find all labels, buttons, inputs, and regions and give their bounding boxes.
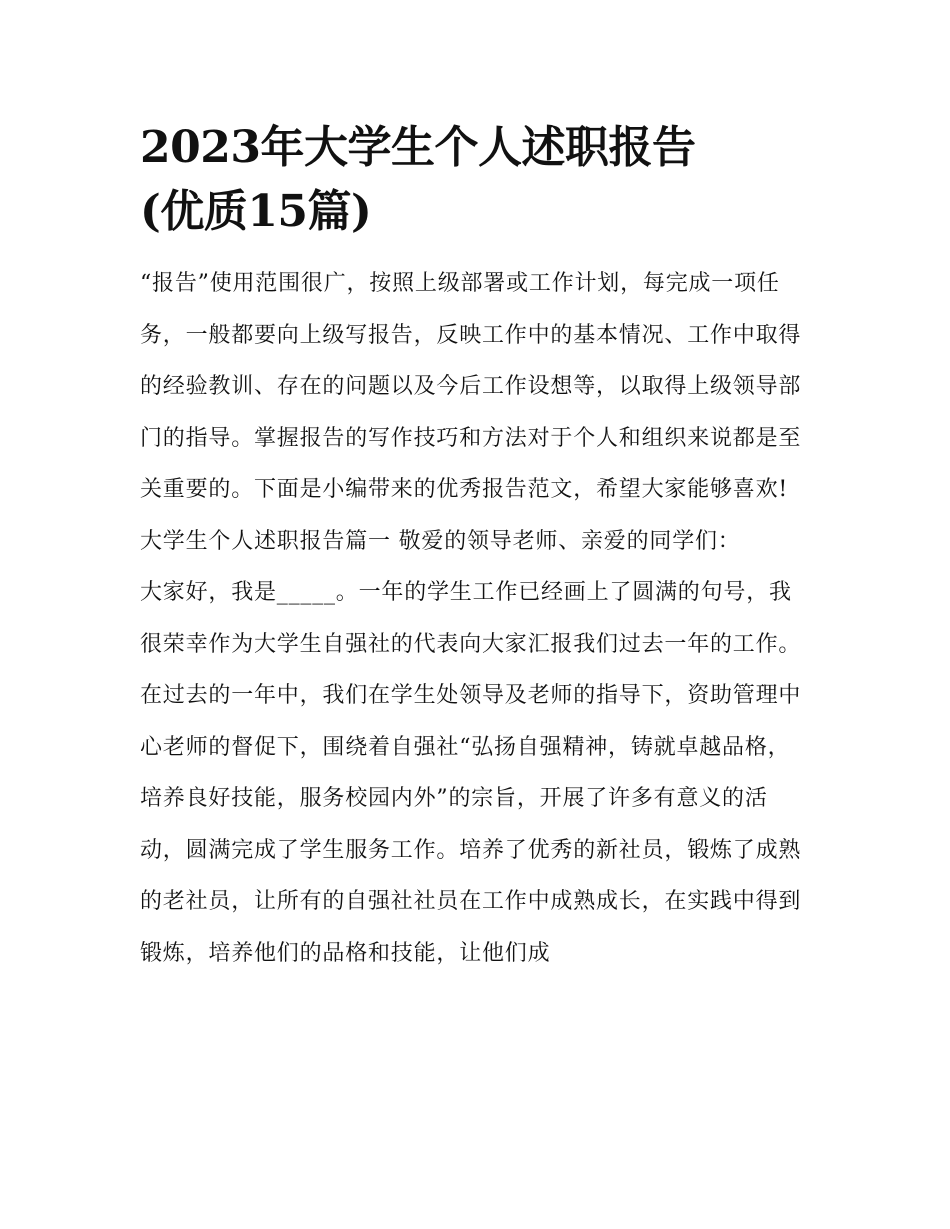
- section-heading-paragraph: 大学生个人述职报告篇一 敬爱的领导老师、亲爱的同学们：: [140, 528, 741, 554]
- document-page: [140, 116, 812, 979]
- greeting-paragraph: 大家好，我是_____。一年的学生工作已经画上了圆满的句号，我很荣幸作为大学生自强社的代表向大家汇报我们过去一年的工作。: [140, 580, 802, 657]
- document-title: [140, 116, 812, 244]
- title-line-1: 2023年大学生个人述职报告: [140, 122, 696, 173]
- body-paragraph: 在过去的一年中，我们在学生处领导及老师的指导下，资助管理中心老师的督促下，围绕着自强社“弘扬自强精神，铸就卓越品格，培养良好技能，服务校园内外”的宗旨，开展了许多有意义的活动，圆满完成了学生服务工作。培养了优秀的新社员，锻炼了成熟的老社员，让所有的自强社社员在工作中成熟成长，在实践中得到锻炼，培养他们的品格和技能，让他们成: [140, 683, 802, 966]
- intro-paragraph: “报告”使用范围很广，按照上级部署或工作计划，每完成一项任务，一般都要向上级写报告，反映工作中的基本情况、工作中取得的经验教训、存在的问题以及今后工作设想等，以取得上级领导部门的指导。掌握报告的写作技巧和方法对于个人和组织来说都是至关重要的。下面是小编带来的优秀报告范文，希望大家能够喜欢!: [140, 271, 802, 502]
- title-line-2: (优质15篇): [140, 186, 372, 237]
- document-body: [140, 258, 812, 979]
